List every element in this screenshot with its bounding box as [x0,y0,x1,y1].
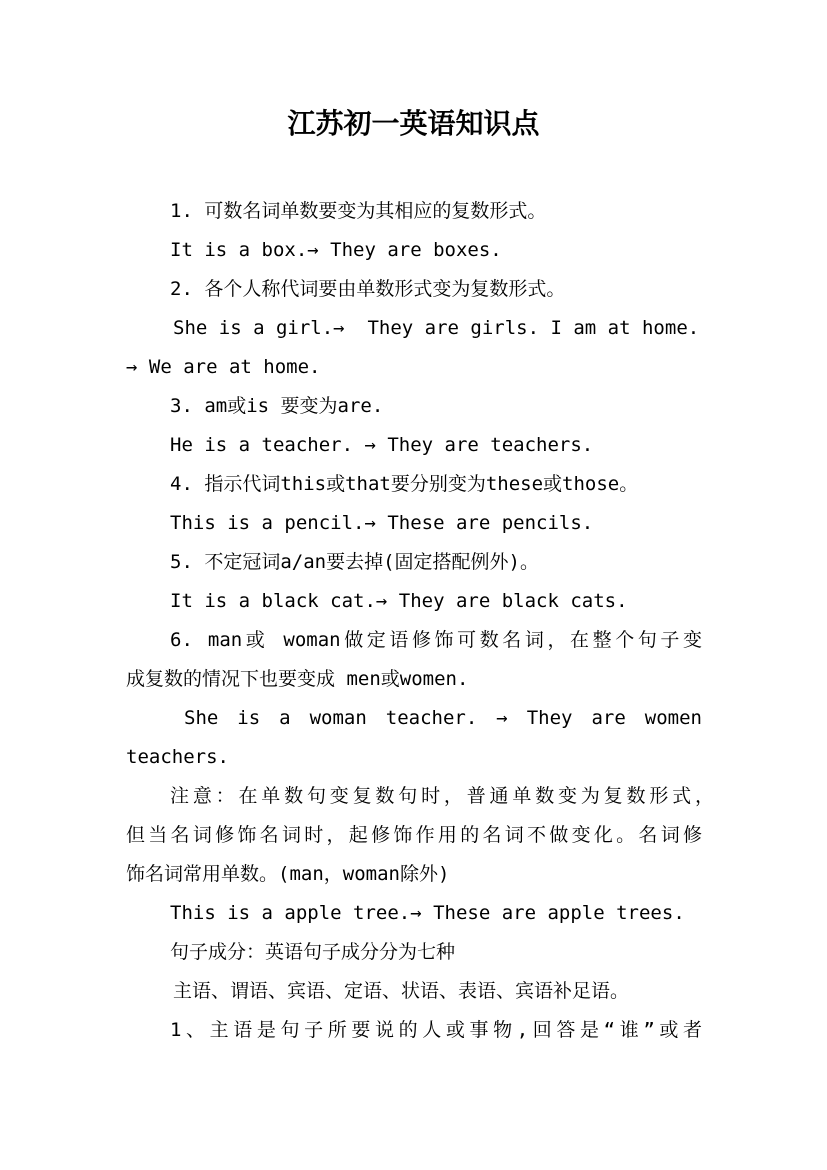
rule-4-heading: 4. 指示代词this或that要分别变为these或those。 [170,473,639,495]
subject-definition: 1、主语是句子所要说的人或事物,回答是“谁”或者 [170,1019,702,1041]
sentence-components-list: 主语、谓语、宾语、定语、状语、表语、宾语补足语。 [173,980,630,1002]
rule-5-heading: 5. 不定冠词a/an要去掉(固定搭配例外)。 [170,551,539,573]
rule-1-heading: 1. 可数名词单数要变为其相应的复数形式。 [170,200,547,222]
note-line-2: 但当名词修饰名词时，起修饰作用的名词不做变化。名词修 [126,824,702,846]
rule-6-heading: 6. man或 woman做定语修饰可数名词，在整个句子变 [170,629,702,651]
rule-2-heading: 2. 各个人称代词要由单数形式变为复数形式。 [170,278,566,300]
document-title: 江苏初一英语知识点 [287,107,540,140]
note-line-1: 注意：在单数句变复数句时，普通单数变为复数形式， [170,785,714,807]
rule-3-heading: 3. am或is 要变为are. [170,395,384,417]
rule-3-example: He is a teacher. → They are teachers. [170,434,594,456]
rule-1-example: It is a box.→ They are boxes. [170,239,502,261]
note-example: This is a apple tree.→ These are apple trees. [170,902,685,924]
rule-6-example: She is a woman teacher. → They are women [184,707,702,729]
rule-2-example: She is a girl.→ They are girls. I am at home. [173,317,700,339]
sentence-components-heading: 句子成分：英语句子成分分为七种 [170,941,456,963]
rule-5-example: It is a black cat.→ They are black cats. [170,590,628,612]
note-line-3: 饰名词常用单数。(man，woman除外) [126,863,450,885]
rule-2-example-cont: → We are at home. [126,356,321,378]
rule-4-example: This is a pencil.→ These are pencils. [170,512,594,534]
rule-6-example-cont: teachers. [126,746,229,768]
rule-6-heading-cont: 成复数的情况下也要变成 men或women. [126,668,469,690]
